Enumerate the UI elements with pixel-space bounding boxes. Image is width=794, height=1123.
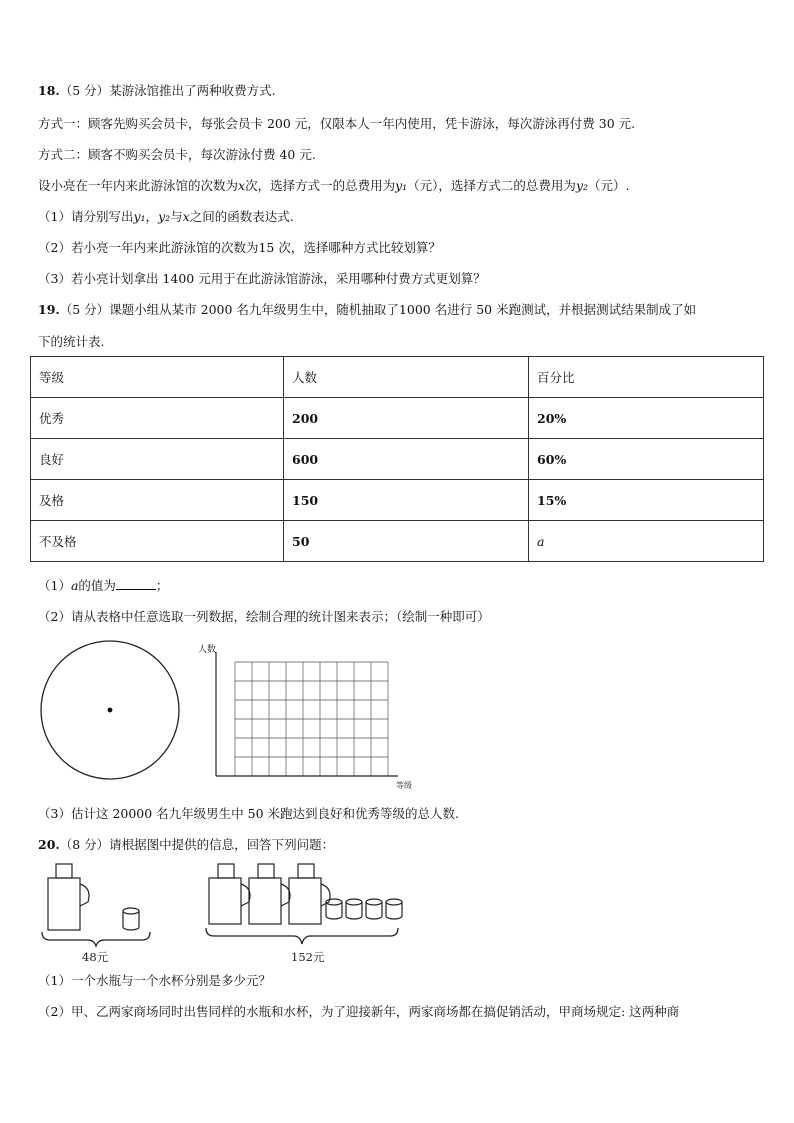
water-cup-icon <box>123 908 139 930</box>
table-row <box>31 480 764 521</box>
bar-chart-blank-grid <box>190 638 420 792</box>
table-cell: a <box>529 521 764 562</box>
table-header-cell: 人数 <box>284 357 529 398</box>
q19-title-text: （5 分）课题小组从某市 2000 名九年级男生中，随机抽取了1000 名进行 50 米跑测试，并根据测试结果制成了如 <box>59 302 697 317</box>
price-right: 152元 <box>291 950 325 964</box>
water-bottle-icon <box>48 864 89 930</box>
var-a: a <box>70 578 79 593</box>
table-header-row <box>31 357 764 398</box>
water-bottle-icon <box>249 864 290 924</box>
var-y2: y₂ <box>575 178 589 193</box>
q18-setup-text-a: 设小亮在一年内来此游泳馆的次数为 <box>38 178 239 193</box>
grid-y-label: 人数 <box>198 645 217 655</box>
q19-title-cont: 下的统计表. <box>38 334 105 349</box>
q19-number: 19. <box>38 302 60 317</box>
q18-setup-text-b: 次，选择方式一的总费用为 <box>245 178 396 193</box>
table-cell: 不及格 <box>31 521 284 562</box>
table-header-cell: 百分比 <box>529 357 764 398</box>
table-cell: 15% <box>529 480 764 521</box>
pie-center-dot <box>108 708 113 713</box>
var-y1: y₁ <box>133 209 146 224</box>
var-x: x <box>182 209 190 224</box>
q18-number: 18. <box>38 83 60 98</box>
q18-p1-text-d: 之间的函数表达式. <box>189 209 294 224</box>
q18-part2: （2）若小亮一年内来此游泳馆的次数为15 次，选择哪种方式比较划算？ <box>38 240 441 255</box>
water-bottle-icon <box>289 864 330 924</box>
q18-way1: 方式一：顾客先购买会员卡，每张会员卡 200 元，仅限本人一年内使用，凭卡游泳，每次游泳再付费 30 元. <box>38 116 636 131</box>
price-left: 48元 <box>82 950 109 964</box>
var-x: x <box>238 178 246 193</box>
table-row <box>31 398 764 439</box>
q18-p1-text-a: （1）请分别写出 <box>38 209 134 224</box>
q19-p1-text-b: 的值为 <box>78 578 116 593</box>
table-cell: 200 <box>284 398 529 439</box>
var-y1: y₁ <box>395 178 408 193</box>
q19-part3: （3）估计这 20000 名九年级男生中 50 米跑达到良好和优秀等级的总人数. <box>38 806 459 821</box>
left-brace <box>42 932 150 946</box>
var-y2: y₂ <box>158 209 171 224</box>
q20-part2: （2）甲、乙两家商场同时出售同样的水瓶和水杯，为了迎接新年，两家商场都在搞促销活动，甲商场规定: 这两种商 <box>38 1004 680 1019</box>
q19-p1-text-end: ； <box>155 578 169 593</box>
q19-title <box>38 301 696 319</box>
q18-way2: 方式二：顾客不购买会员卡，每次游泳付费 40 元. <box>38 147 316 162</box>
water-cup-icon <box>366 899 382 919</box>
q19-p1-text-a: （1） <box>38 578 71 593</box>
q18-p1-text-c: 与 <box>170 209 183 224</box>
q19-part1 <box>38 577 168 595</box>
q18-setup-text-c: （元），选择方式二的总费用为 <box>407 178 576 193</box>
grid-x-label: 等级 <box>396 781 412 790</box>
table-cell: 20% <box>529 398 764 439</box>
water-bottle-icon <box>209 864 250 924</box>
grid-lines <box>235 662 388 776</box>
water-cup-icon <box>386 899 402 919</box>
table-header-cell: 等级 <box>31 357 284 398</box>
q18-p1-text-b: ， <box>145 209 159 224</box>
table-row <box>31 439 764 480</box>
q20-part1: （1）一个水瓶与一个水杯分别是多少元？ <box>38 973 271 988</box>
right-brace <box>206 928 398 944</box>
q20-number: 20. <box>38 837 60 852</box>
table-cell: 600 <box>284 439 529 480</box>
q18-setup-text-d: （元）. <box>588 178 630 193</box>
q20-title <box>38 836 334 854</box>
q18-part3: （3）若小亮计划拿出 1400 元用于在此游泳馆游泳，采用哪种付费方式更划算？ <box>38 271 486 286</box>
answer-blank[interactable] <box>116 577 156 590</box>
table-cell: 50 <box>284 521 529 562</box>
table-cell: 良好 <box>31 439 284 480</box>
pie-chart-blank <box>38 638 182 782</box>
table-row <box>31 521 764 562</box>
q18-title <box>38 82 276 100</box>
table-cell: 60% <box>529 439 764 480</box>
q18-title-text: （5 分）某游泳馆推出了两种收费方式. <box>59 83 276 98</box>
bottle-cup-figure <box>36 862 416 968</box>
q18-setup <box>38 177 630 195</box>
table-cell: 优秀 <box>31 398 284 439</box>
water-cup-icon <box>346 899 362 919</box>
stats-table <box>30 356 764 562</box>
q18-part1 <box>38 208 294 226</box>
table-cell: 150 <box>284 480 529 521</box>
q20-title-text: （8 分）请根据图中提供的信息，回答下列问题： <box>59 837 335 852</box>
table-cell: 及格 <box>31 480 284 521</box>
q19-part2: （2）请从表格中任意选取一列数据，绘制合理的统计图来表示；（绘制一种即可） <box>38 609 490 624</box>
